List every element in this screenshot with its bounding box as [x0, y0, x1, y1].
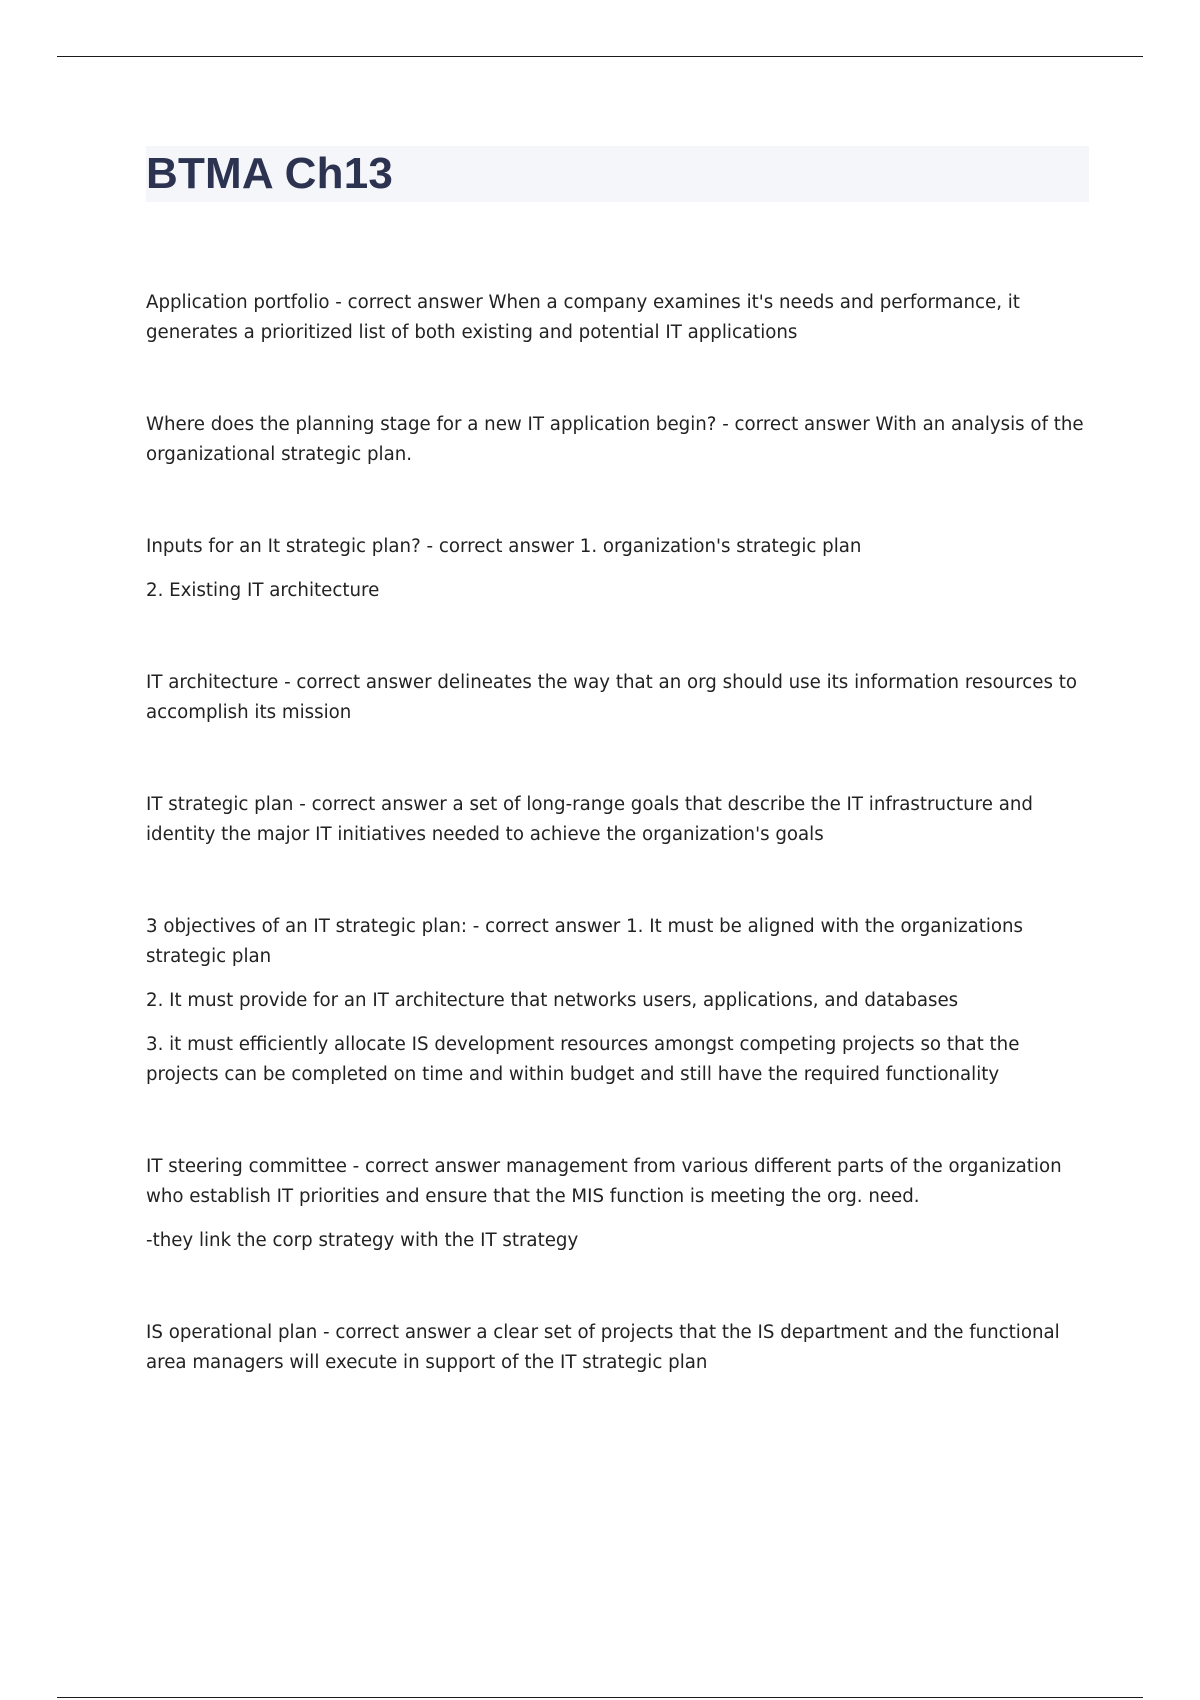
entry-text: -they link the corp strategy with the IT strategy	[146, 1230, 579, 1251]
document-body	[146, 288, 1092, 1440]
entry-text: IT strategic plan - correct answer a set of long-range goals that describe the IT infrastructure and identity the major IT initiatives needed to achieve the organization's goals	[146, 794, 1033, 845]
document-title: BTMA Ch13	[146, 149, 394, 198]
entry-planning-stage	[146, 410, 1092, 470]
entry-strategic-plan-inputs	[146, 532, 1092, 606]
entry-text: Inputs for an It strategic plan? - correct answer 1. organization's strategic plan	[146, 536, 862, 557]
entry-it-architecture	[146, 668, 1092, 728]
entry-text: 2. Existing IT architecture	[146, 580, 380, 601]
entry-text: 3. it must efficiently allocate IS development resources amongst competing projects so that the projects can be completed on time and within budget and still have the required functionality	[146, 1034, 1020, 1085]
entry-is-operational-plan	[146, 1318, 1092, 1378]
entry-it-steering-committee	[146, 1152, 1092, 1256]
entry-text: IS operational plan - correct answer a clear set of projects that the IS department and the functional area managers will execute in support of the IT strategic plan	[146, 1322, 1060, 1373]
entry-application-portfolio	[146, 288, 1092, 348]
entry-text: Where does the planning stage for a new IT application begin? - correct answer With an analysis of the organizational strategic plan.	[146, 414, 1084, 465]
top-rule	[57, 56, 1143, 57]
entry-text: Application portfolio - correct answer When a company examines it's needs and performance, it generates a prioritized list of both existing and potential IT applications	[146, 292, 1020, 343]
entry-text: 2. It must provide for an IT architecture that networks users, applications, and databases	[146, 990, 959, 1011]
bottom-rule	[57, 1697, 1143, 1698]
entry-text: IT steering committee - correct answer management from various different parts of the organization who establish IT priorities and ensure that the MIS function is meeting the org. need.	[146, 1156, 1062, 1207]
entry-text: 3 objectives of an IT strategic plan: - correct answer 1. It must be aligned with the organizations strategic plan	[146, 916, 1024, 967]
entry-strategic-plan-objectives	[146, 912, 1092, 1090]
entry-it-strategic-plan	[146, 790, 1092, 850]
entry-text: IT architecture - correct answer delineates the way that an org should use its information resources to accomplish its mission	[146, 672, 1077, 723]
